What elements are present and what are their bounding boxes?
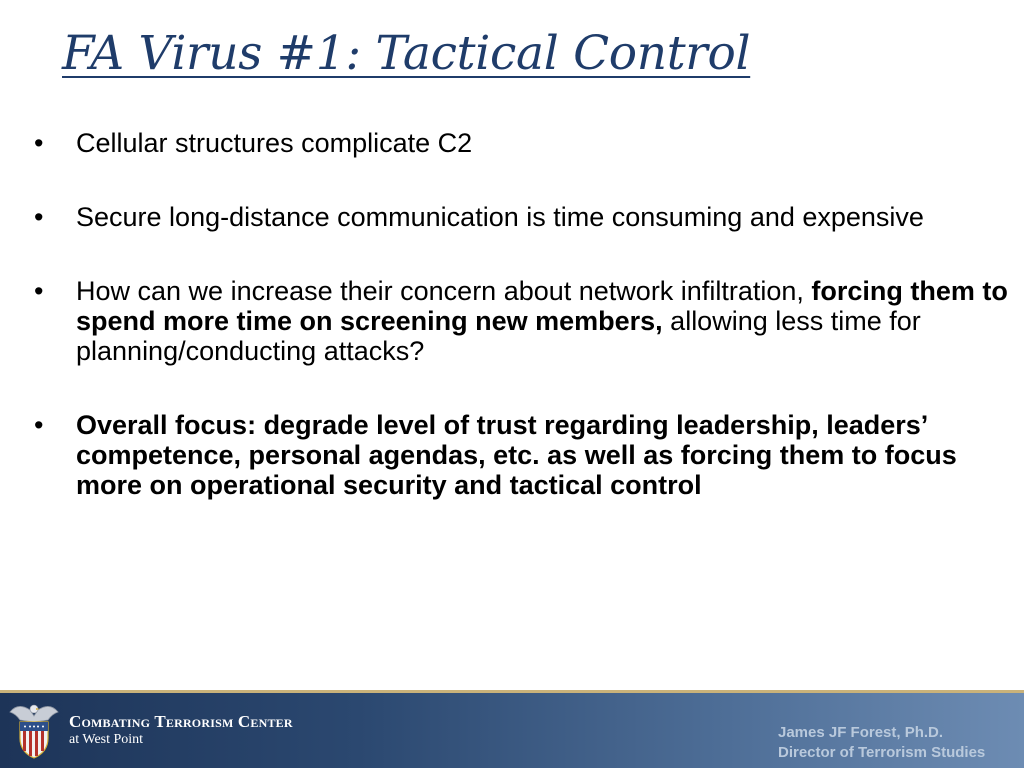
bullet-text-emphasis: forcing them to spend more time on screening new members, <box>76 276 1008 336</box>
bullet-item <box>0 202 1010 232</box>
org-subtitle: at West Point <box>69 732 144 747</box>
bullet-text: Cellular structures complicate C2 <box>76 128 473 158</box>
bullet-marker: • <box>34 128 44 158</box>
bullet-text: How can we increase their concern about network infiltration, <box>76 276 812 306</box>
footer-band <box>0 690 1024 768</box>
bullet-text-emphasis: Overall focus: degrade level of trust regarding leadership, leaders’ competence, personal agendas, etc. as well as forcing them to focus more on operational security and tactical control <box>76 410 957 500</box>
bullet-marker: • <box>34 276 44 306</box>
bullet-marker: • <box>34 410 44 440</box>
bullet-text: allowing less time for planning/conducting attacks? <box>76 306 921 366</box>
presenter-title: Director of Terrorism Studies <box>778 744 986 761</box>
bullet-marker: • <box>34 202 44 232</box>
org-name: Combating Terrorism Center <box>69 712 293 731</box>
presenter-name: James JF Forest, Ph.D. <box>778 724 944 741</box>
eagle-crest-icon <box>8 698 60 760</box>
slide-title: FA Virus #1: Tactical Control <box>62 26 751 81</box>
bullet-item <box>0 410 1010 500</box>
footer-accent-line <box>0 690 1024 693</box>
bullet-item <box>0 276 1010 366</box>
bullet-item <box>0 128 1010 158</box>
presenter-block <box>778 723 985 763</box>
bullet-list <box>0 128 1010 544</box>
bullet-text: Secure long-distance communication is time consuming and expensive <box>76 202 924 232</box>
